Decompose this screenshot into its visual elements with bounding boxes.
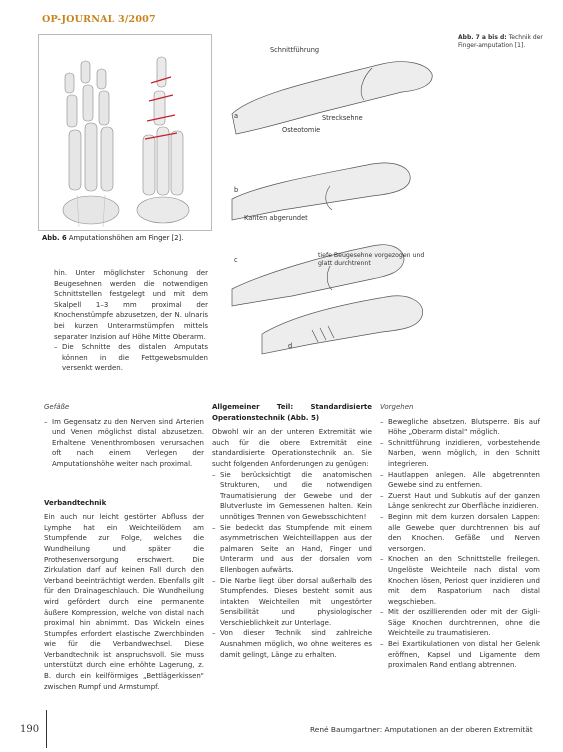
vorgehen-step: – Hautlappen anlegen. Alle abgetrennten Gewebe sind zu entfernen.: [380, 470, 540, 491]
heading-vorgehen: Vorgehen: [380, 403, 414, 411]
label-strecksehne: Strecksehne: [322, 114, 363, 122]
vorgehen-step: – Bei Exartikulationen von distal her Gelenk eröffnen, Kapsel und Ligamente dem proximalen Rand entlang abtrennen.: [380, 639, 540, 671]
heading-verbandtechnik: Verbandtechnik: [44, 498, 107, 507]
op-requirement-item: – Sie berücksichtigt die anatomischen Strukturen, und die notwendigen Traumatisierung der Gewebe und der Blutverluste im Gemessenen halten. Kein unnötiges Trennen von Gewebsschichten!: [212, 470, 372, 523]
figure-7-caption: [458, 34, 558, 50]
panel-label-b: b: [234, 186, 239, 194]
col1-top-text: [54, 268, 208, 374]
op-requirement-item: – Sie bedeckt das Stumpfende mit einem asymmetrischen Weichteillappen aus der palmaren Seite an Hand, Finger und Unterarm und aus der dorsalen vom Ellenbogen aufwärts.: [212, 523, 372, 576]
vorgehen-step: – Mit der oszillierenden oder mit der Gigli-Säge Knochen durchtrennen, ohne die Weichteile zu traumatisieren.: [380, 607, 540, 639]
column-3: [380, 402, 540, 671]
finger-amputation-illustration: [222, 34, 456, 384]
column-2: [212, 402, 372, 660]
vorgehen-step: – Beginn mit dem kurzen dorsalen Lappen: alle Gewebe quer durchtrennen bis auf den Knochen. Gefäße und Nerven versorgen.: [380, 512, 540, 554]
finger-skeleton-illustration: [39, 35, 211, 230]
figure-7-label: Abb. 7 a bis d:: [458, 34, 507, 41]
col1-top-paragraph: hin. Unter möglichster Schonung der Beugesehnen werden die notwendigen Schnittstellen festgelegt und mit dem Skalpell 1–3 mm proximal der Knochenstümpfe abzusetzen, der N. ulnaris bei kurzen Unterarmstümpfen mittels separater Inzision auf Höhe Mitte Oberarm.: [54, 269, 208, 341]
figure-7-finger-amputation-technique: [222, 34, 456, 384]
footer-running-title: René Baumgartner: Amputationen an der oberen Extremität: [310, 725, 533, 734]
journal-header: OP-JOURNAL 3/2007: [42, 14, 156, 25]
col1-top-bullet: – Die Schnitte des distalen Amputats können in die Fettgewebsmulden versenkt werden.: [54, 342, 208, 374]
panel-label-a: a: [234, 112, 239, 120]
label-beugesehne: tiefe Beugesehne vorgezogen und glatt durchtrennt: [318, 252, 425, 267]
figure-6-amputation-levels: [38, 34, 212, 231]
op-requirement-item: – Die Narbe liegt über dorsal außerhalb des Stumpfendes. Dieses besteht somit aus intakten Weichteilen mit ungestörter Sensibilität und physiologischer Verschieblichkeit zur Unterlage.: [212, 576, 372, 629]
gefaesse-item: – Im Gegensatz zu den Nerven sind Arterien und Venen möglichst distal abzusetzen. Erhaltene Venenthrombosen verursachen oft nach einem Verlegen der Amputationshöhe weiter nach proximal.: [44, 417, 204, 470]
label-osteotomie: Osteotomie: [282, 126, 321, 134]
heading-gefaesse: Gefäße: [44, 403, 70, 411]
vorgehen-step: – Bewegliche absetzen. Blutsperre. Bis auf Höhe „Oberarm distal“ möglich.: [380, 417, 540, 438]
figure-6-label: Abb. 6: [42, 234, 67, 242]
panel-label-d: d: [288, 342, 293, 350]
figure-7-caption-text: Technik der Finger-amputation [1].: [458, 34, 543, 50]
figure-6-caption: [42, 234, 183, 242]
label-kanten-abgerundet: Kanten abgerundet: [244, 214, 308, 222]
heading-operationstechnik: Allgemeiner Teil: Standardisierte Operationstechnik (Abb. 5): [212, 403, 372, 422]
page-number: 190: [20, 724, 40, 735]
panel-label-c: c: [234, 256, 238, 264]
op-requirement-item: – Von dieser Technik sind zahlreiche Ausnahmen möglich, wo ohne weiteres es damit gelingt, Länge zu erhalten.: [212, 628, 372, 660]
column-1: [44, 402, 204, 692]
figure-6-caption-text: Amputationshöhen am Finger [2].: [68, 234, 184, 242]
verbandtechnik-text: Ein auch nur leicht gestörter Abfluss der Lymphe hat ein Weichteilödem am Stumpfende zur Folge, welches die Wundheilung und später die Prothesenversorgung erschwert. Die Zirkulation darf auf keinen Fall durch den Verband beeinträchtigt werden. Ebenfalls gilt für den Drainageschlauch. Die Wundheilung wird gefördert durch eine permanente äußere Kompression, welche von distal nach proximal hin abnimmt. Das Wickeln eines Stumpfes erfordert elastische Zwerchbinden wie für die Verbandwechsel. Diese Verbandtechnik ist anspruchsvoll. Sie muss unterstützt durch eine erhöhte Lagerung, z. B. durch ein keilförmiges „Bettlägerkissen“ zwischen Rumpf und Armstumpf.: [44, 513, 204, 691]
label-schnittfuehrung: Schnittführung: [270, 46, 320, 54]
vorgehen-step: – Knochen an den Schnittstelle freilegen. Ungelöste Weichteile nach distal vom Knochen lösen, Periost quer inzidieren und mit dem Raspatorium nach distal wegschieben.: [380, 554, 540, 607]
vorgehen-step: – Schnittführung inzidieren, vorbestehende Narben, wenn möglich, in den Schnitt integrieren.: [380, 438, 540, 470]
operationstechnik-intro: Obwohl wir an der unteren Extremität wie auch für die obere Extremität eine standardisierte Operationstechnik an. Sie sucht folgenden Anforderungen zu genügen:: [212, 428, 372, 468]
vorgehen-step: – Zuerst Haut und Subkutis auf der ganzen Länge senkrecht zur Oberfläche inzidieren.: [380, 491, 540, 512]
footer-divider: [46, 710, 47, 748]
